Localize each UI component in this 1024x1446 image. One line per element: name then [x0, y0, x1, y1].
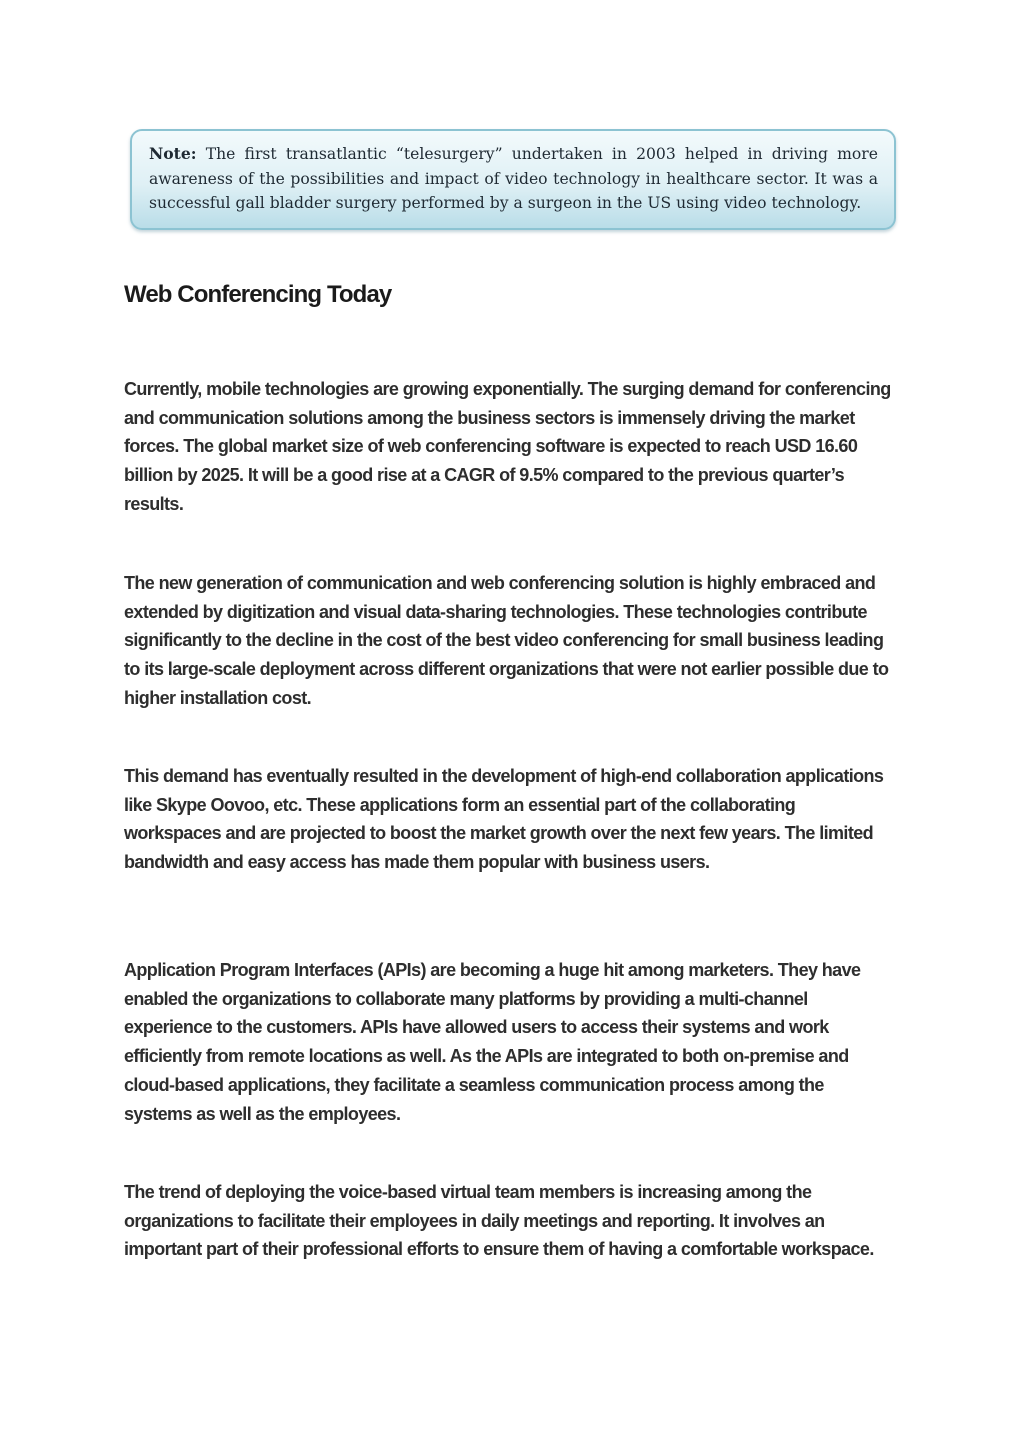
note-callout: [130, 129, 896, 230]
paragraph-collaboration-apps: This demand has eventually resulted in the development of high-end collaboration applications like Skype Oovoo, etc. These applications form an essential part of the collaborating workspaces and are projected to boost the market growth over the next few years. The limited bandwidth and easy access has made them popular with business users.: [124, 766, 884, 873]
note-body: The first transatlantic “telesurgery” undertaken in 2003 helped in driving more awareness of the possibilities and impact of video technology in healthcare sector. It was a successful gall bladder surgery performed by a surgeon in the US using video technology.: [149, 145, 878, 212]
paragraph-apis: Application Program Interfaces (APIs) are becoming a huge hit among marketers. They have enabled the organizations to collaborate many platforms by providing a multi-channel experience to the customers. APIs have allowed users to access their systems and work efficiently from remote locations as well. As the APIs are integrated to both on-premise and cloud-based applications, they facilitate a seamless communication process among the systems as well as the employees.: [124, 960, 861, 1124]
note-text-block: [149, 142, 878, 216]
paragraph-market-growth: Currently, mobile technologies are growing exponentially. The surging demand for conferencing and communication solutions among the business sectors is immensely driving the market forces. The global market size of web conferencing software is expected to reach USD 16.60 billion by 2025. It will be a good rise at a CAGR of 9.5% compared to the previous quarter’s results.: [124, 379, 891, 514]
paragraph-new-generation: The new generation of communication and web conferencing solution is highly embraced and extended by digitization and visual data-sharing technologies. These technologies contribute significantly to the decline in the cost of the best video conferencing for small business leading to its large-scale deployment across different organizations that were not earlier possible due to higher installation cost.: [124, 573, 889, 708]
note-label: Note:: [149, 144, 197, 163]
section-title: Web Conferencing Today: [124, 281, 392, 308]
paragraph-virtual-team: The trend of deploying the voice-based virtual team members is increasing among the organizations to facilitate their employees in daily meetings and reporting. It involves an important part of their professional efforts to ensure them of having a comfortable workspace.: [124, 1182, 874, 1260]
